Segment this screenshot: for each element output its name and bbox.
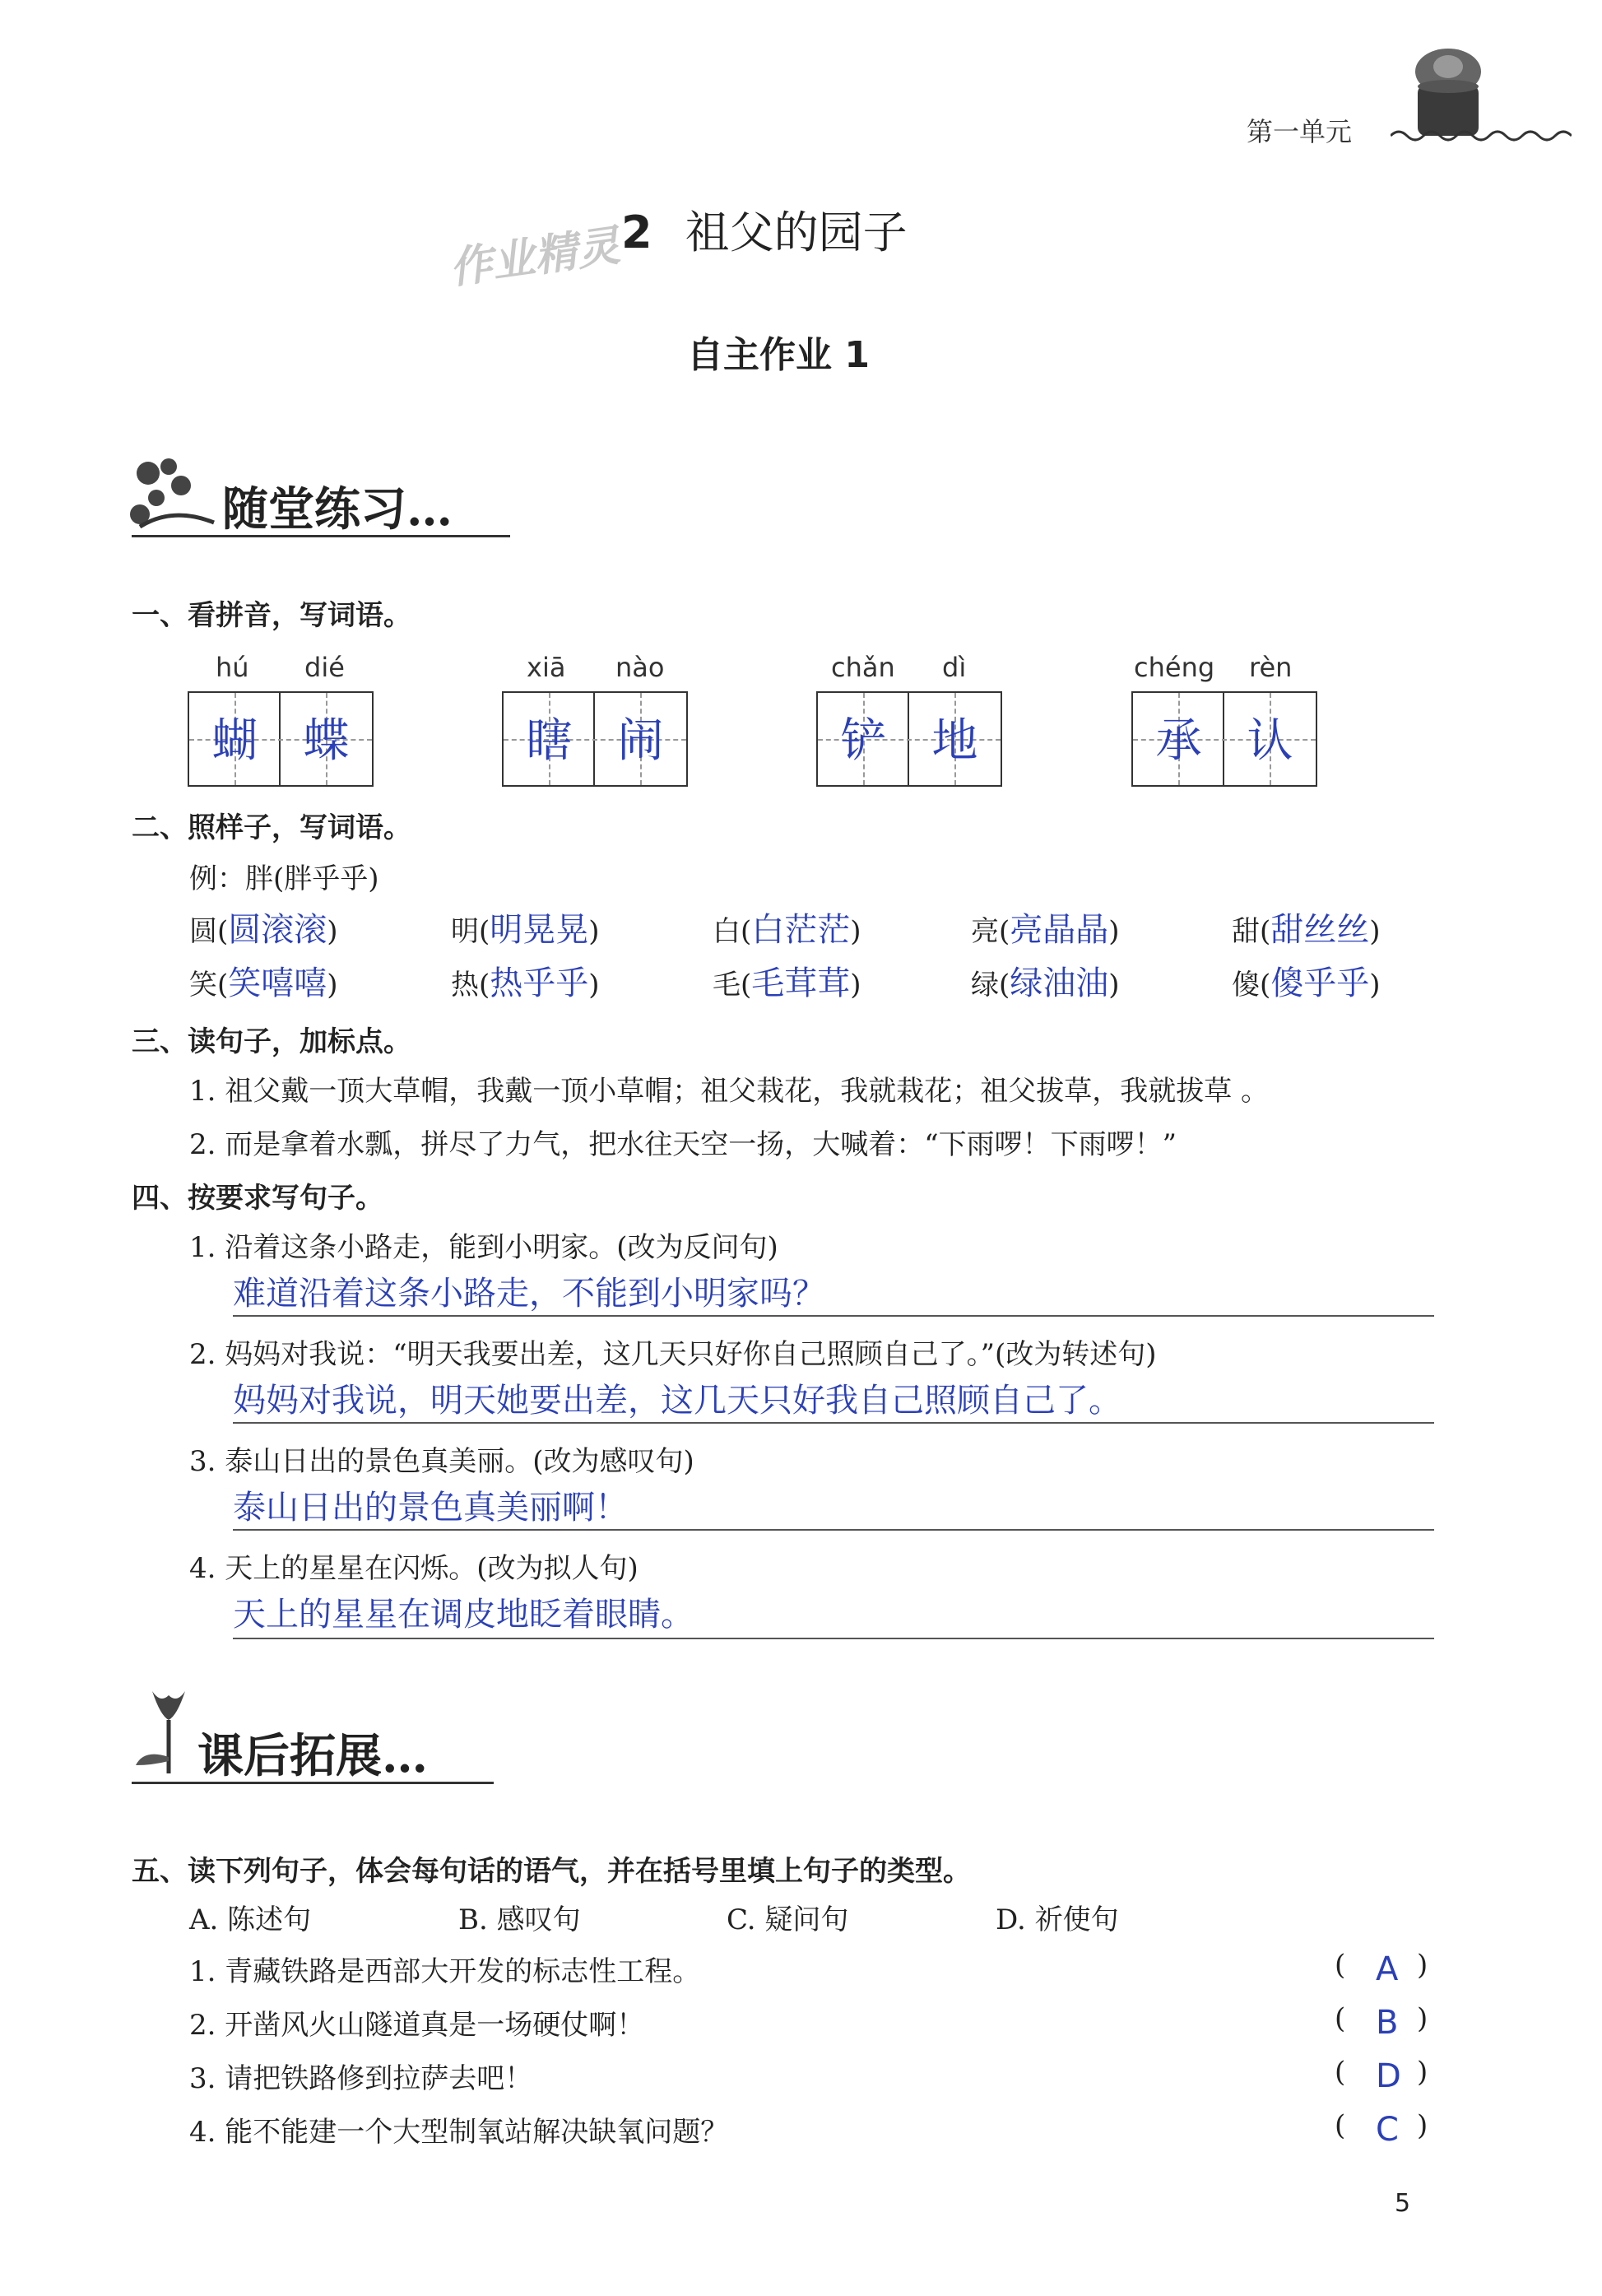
- q4-question: 1. 沿着这条小路走，能到小明家。(改为反问句): [189, 1231, 778, 1264]
- answer-line: [233, 1638, 1434, 1639]
- q5-question: 2. 开凿风火山隧道真是一场硬仗啊！: [189, 2009, 645, 2042]
- flower-banner-icon: [123, 449, 239, 539]
- q4-title: 四、按要求写句子。: [132, 1182, 383, 1215]
- word-item: 白(白茫茫): [713, 911, 861, 949]
- answer-char: 闹: [617, 714, 664, 768]
- q2-title: 二、照样子，写词语。: [132, 811, 411, 844]
- q1-title: 一、看拼音，写词语。: [132, 599, 411, 632]
- answer-line: [233, 1315, 1434, 1317]
- paren-open: (: [1335, 2109, 1346, 2142]
- q2-example: 例：胖(胖乎乎): [189, 862, 379, 895]
- option: C. 疑问句: [727, 1903, 849, 1936]
- paren-close: ): [1417, 2002, 1428, 2035]
- word-item: 傻(傻乎乎): [1232, 964, 1381, 1002]
- banner-underline: [132, 535, 510, 537]
- answer-char: 认: [1247, 714, 1293, 768]
- page-number: 5: [1395, 2189, 1411, 2218]
- word-item: 圆(圆滚滚): [189, 911, 338, 949]
- watermark-logo: 作业精灵: [446, 221, 623, 295]
- q3-sentence: 2. 而是拿着水瓢，拼尽了力气，把水往天空一扬，大喊着：“下雨啰！下雨啰！”: [189, 1128, 1177, 1161]
- q4-answer: 妈妈对我说，明天她要出差，这几天只好我自己照顾自己了。: [233, 1382, 1121, 1420]
- q3-sentence: 1. 祖父戴一顶大草帽，我戴一顶小草帽；祖父栽花，我就栽花；祖父拔草，我就拔草 。: [189, 1075, 1270, 1108]
- answer-line: [233, 1529, 1434, 1531]
- q4-answer: 泰山日出的景色真美丽啊！: [233, 1489, 628, 1527]
- lesson-title: [621, 198, 908, 261]
- paren-close: ): [1417, 2109, 1428, 2142]
- pinyin: xiā: [527, 652, 566, 683]
- word-item: 热(热乎乎): [451, 964, 600, 1002]
- q4-question: 3. 泰山日出的景色真美丽。(改为感叹句): [189, 1445, 694, 1478]
- wavy-divider: [1391, 123, 1572, 148]
- answer-char: 铲: [840, 714, 887, 768]
- q4-answer: 难道沿着这条小路走，不能到小明家吗？: [233, 1275, 825, 1313]
- answer-char: 蝴: [211, 714, 258, 768]
- word-item: 毛(毛茸茸): [713, 964, 861, 1002]
- option: B. 感叹句: [458, 1903, 581, 1936]
- answer-char: 承: [1155, 714, 1202, 768]
- pinyin: dié: [304, 652, 345, 683]
- q4-answer: 天上的星星在调皮地眨着眼睛。: [233, 1596, 694, 1634]
- word-item: 亮(亮晶晶): [971, 911, 1120, 949]
- option: A. 陈述句: [189, 1903, 312, 1936]
- q3-title: 三、读句子，加标点。: [132, 1025, 411, 1058]
- q4-question: 2. 妈妈对我说：“明天我要出差，这几天只好你自己照顾自己了。”(改为转述句): [189, 1338, 1157, 1371]
- paren-close: ): [1417, 1949, 1428, 1982]
- word-item: 甜(甜丝丝): [1232, 911, 1381, 949]
- char-box: [816, 691, 1002, 787]
- paren-open: (: [1335, 2002, 1346, 2035]
- q5-question: 1. 青藏铁路是西部大开发的标志性工程。: [189, 1955, 701, 1988]
- q5-question: 4. 能不能建一个大型制氧站解决缺氧问题？: [189, 2116, 729, 2149]
- word-item: 笑(笑嘻嘻): [189, 964, 338, 1002]
- pinyin: chǎn: [831, 652, 895, 683]
- option: D. 祈使句: [996, 1903, 1119, 1936]
- char-box: [188, 691, 374, 787]
- answer-char: 蝶: [303, 714, 350, 768]
- answer-char: 地: [931, 714, 978, 768]
- paren-open: (: [1335, 1949, 1346, 1982]
- word-item: 明(明晃晃): [451, 911, 600, 949]
- pinyin: nào: [615, 652, 665, 683]
- subtitle: 自主作业 1: [687, 334, 870, 376]
- q5-answer: B: [1376, 2004, 1399, 2042]
- paren-open: (: [1335, 2056, 1346, 2089]
- answer-char: 瞎: [526, 714, 573, 768]
- pinyin: rèn: [1249, 652, 1293, 683]
- practice-banner: 随堂练习…: [222, 482, 453, 537]
- lesson-number: 2: [621, 207, 652, 258]
- char-box: [1131, 691, 1317, 787]
- paren-close: ): [1417, 2056, 1428, 2089]
- word-item: 绿(绿油油): [971, 964, 1120, 1002]
- extension-banner: 课后拓展…: [197, 1729, 428, 1783]
- q4-question: 4. 天上的星星在闪烁。(改为拟人句): [189, 1552, 638, 1585]
- q5-answer: D: [1376, 2057, 1401, 2095]
- q5-title: 五、读下列句子，体会每句话的语气，并在括号里填上句子的类型。: [132, 1855, 971, 1888]
- char-box: [502, 691, 688, 787]
- pinyin: hú: [216, 652, 249, 683]
- pinyin: chéng: [1134, 652, 1215, 683]
- q5-answer: C: [1376, 2111, 1399, 2149]
- lesson-title-text: 祖父的园子: [685, 207, 908, 258]
- banner-underline: [132, 1782, 494, 1784]
- unit-label: 第一单元: [1247, 116, 1353, 147]
- q5-answer: A: [1376, 1950, 1399, 1988]
- pinyin: dì: [942, 652, 967, 683]
- answer-line: [233, 1422, 1434, 1424]
- q5-question: 3. 请把铁路修到拉萨去吧！: [189, 2062, 533, 2095]
